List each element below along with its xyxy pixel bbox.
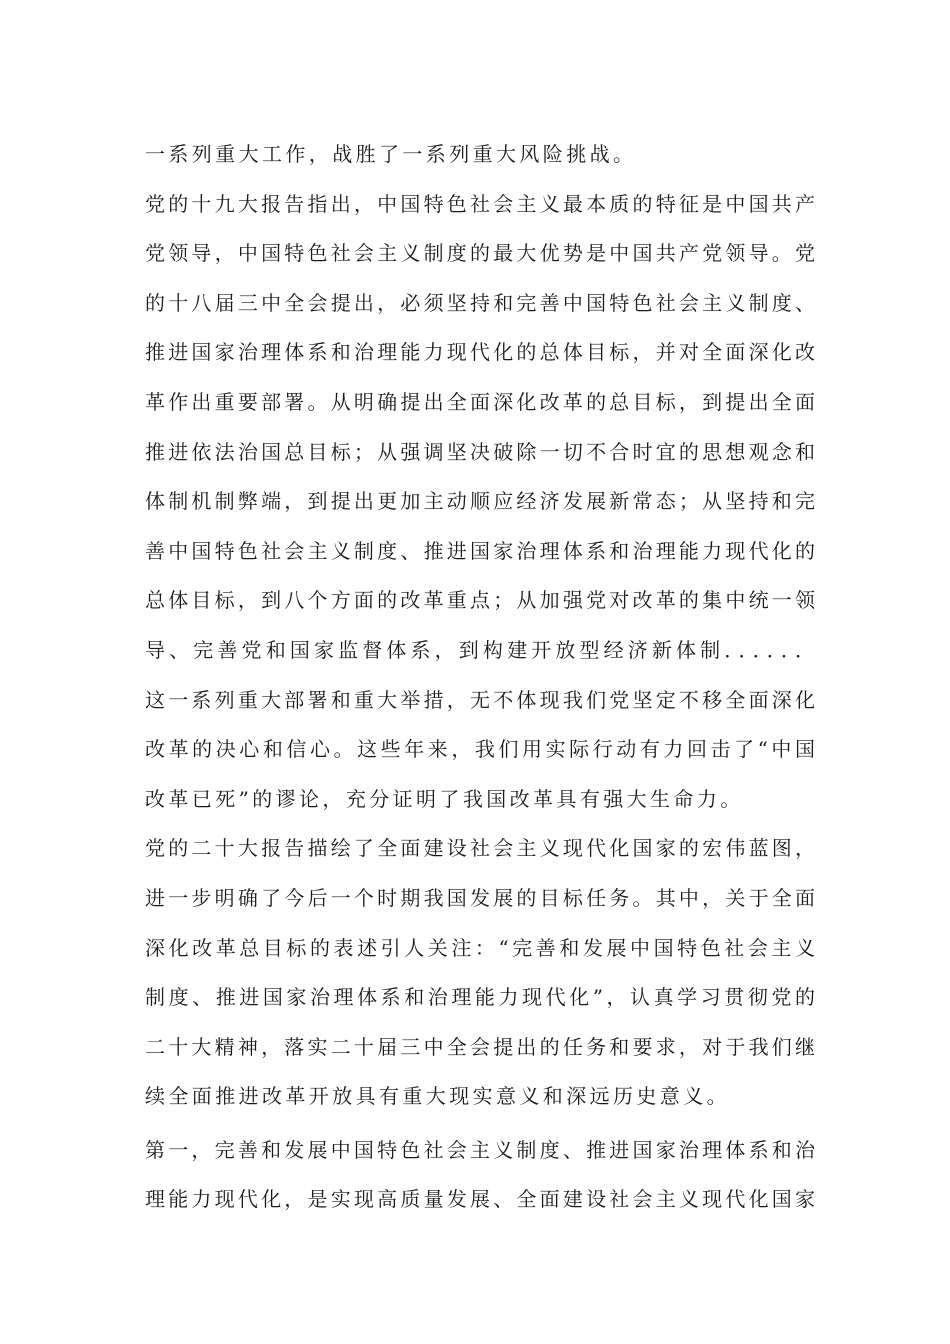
text-line: 一系列重大工作，战胜了一系列重大风险挑战。: [145, 142, 637, 166]
text-line: 二十大精神，落实二十届三中全会提出的任务和要求，对于我们继: [145, 1034, 815, 1059]
text-line: 推进国家治理体系和治理能力现代化的总体目标，并对全面深化改: [145, 340, 815, 365]
text-line: 这一系列重大部署和重大举措，无不体现我们党坚定不移全面深化: [145, 687, 815, 712]
text-line: 进一步明确了今后一个时期我国发展的目标任务。其中，关于全面: [145, 885, 815, 910]
text-line: 推进依法治国总目标；从强调坚决破除一切不合时宜的思想观念和: [145, 439, 815, 464]
text-line: 革作出重要部署。从明确提出全面深化改革的总目标，到提出全面: [145, 389, 815, 414]
text-line: 党的十九大报告指出，中国特色社会主义最本质的特征是中国共产: [145, 191, 815, 216]
text-line: 改革已死”的谬论，充分证明了我国改革具有强大生命力。: [145, 786, 744, 811]
text-line: 深化改革总目标的表述引人关注：“完善和发展中国特色社会主义: [145, 935, 815, 960]
text-line: 的十八届三中全会提出，必须坚持和完善中国特色社会主义制度、: [145, 290, 815, 315]
text-line: 续全面推进改革开放具有重大现实意义和深远历史意义。: [145, 1084, 730, 1109]
text-line: 第一，完善和发展中国特色社会主义制度、推进国家治理体系和治: [145, 1137, 815, 1162]
text-line: 理能力现代化，是实现高质量发展、全面建设社会主义现代化国家: [145, 1187, 815, 1212]
text-line: 党领导，中国特色社会主义制度的最大优势是中国共产党领导。党: [145, 241, 815, 266]
text-line: 体制机制弊端，到提出更加主动顺应经济发展新常态；从坚持和完: [145, 489, 815, 514]
text-line: 导、完善党和国家监督体系，到构建开放型经济新体制．．．．．．: [145, 637, 815, 662]
text-line: 善中国特色社会主义制度、推进国家治理体系和治理能力现代化的: [145, 538, 815, 563]
text-line: 党的二十大报告描绘了全面建设社会主义现代化国家的宏伟蓝图，: [145, 836, 815, 861]
text-line: 总体目标，到八个方面的改革重点；从加强党对改革的集中统一领: [145, 588, 815, 613]
text-line: 改革的决心和信心。这些年来，我们用实际行动有力回击了“中国: [145, 737, 815, 762]
text-line: 制度、推进国家治理体系和治理能力现代化”，认真学习贯彻党的: [145, 985, 815, 1010]
body-text: [145, 130, 815, 1225]
